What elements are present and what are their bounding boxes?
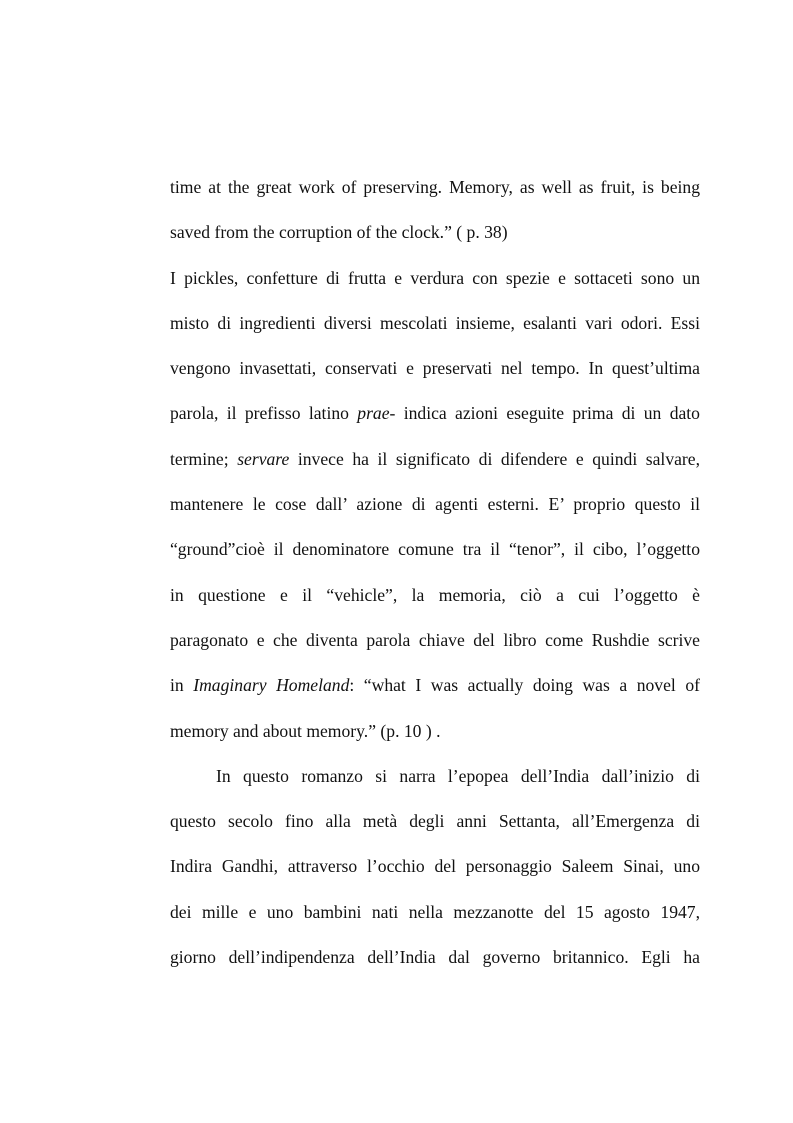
text-line: mantenere le cose dall’ azione di agenti esterni. E’ proprio questo il bbox=[170, 494, 700, 515]
text-line: memory and about memory.” (p. 10 ) . bbox=[170, 720, 441, 741]
text-line: misto di ingredienti diversi mescolati insieme, esalanti vari odori. Essi bbox=[170, 312, 700, 333]
text-line: “ground”cioè il denominatore comune tra il “tenor”, il cibo, l’oggetto bbox=[170, 539, 700, 560]
text-line: paragonato e che diventa parola chiave del libro come Rushdie scrive bbox=[170, 629, 700, 650]
text-line: in questione e il “vehicle”, la memoria, ciò a cui l’oggetto è bbox=[170, 584, 700, 605]
paragraph-first-line: In questo romanzo si narra l’epopea dell’India dall’inizio di bbox=[216, 765, 700, 786]
text-line: vengono invasettati, conservati e preservati nel tempo. In quest’ultima bbox=[170, 358, 700, 379]
text-run: invece ha il significato di difendere e quindi salvare, bbox=[289, 448, 700, 469]
text-line: Indira Gandhi, attraverso l’occhio del personaggio Saleem Sinai, uno bbox=[170, 856, 700, 877]
text-run: in bbox=[170, 675, 194, 696]
text-line: saved from the corruption of the clock.” ( p. 38) bbox=[170, 222, 508, 243]
text-line bbox=[170, 437, 700, 482]
body-text bbox=[170, 165, 700, 980]
latin-term-servare: servare bbox=[237, 448, 290, 469]
book-title-imaginary-homeland: Imaginary Homeland bbox=[193, 675, 350, 696]
text-run: parola, il prefisso latino bbox=[170, 403, 358, 424]
text-line: giorno dell’indipendenza dell’India dal governo britannico. Egli ha bbox=[170, 947, 700, 968]
text-run: indica azioni eseguite prima di un dato bbox=[395, 403, 700, 424]
text-line: questo secolo fino alla metà degli anni Settanta, all’Emergenza di bbox=[170, 811, 700, 832]
text-line: I pickles, confetture di frutta e verdura con spezie e sottaceti sono un bbox=[170, 267, 700, 288]
text-line bbox=[170, 663, 700, 708]
text-line bbox=[170, 391, 700, 436]
text-line: dei mille e uno bambini nati nella mezzanotte del 15 agosto 1947, bbox=[170, 901, 700, 922]
text-run: termine; bbox=[170, 448, 238, 469]
text-run: : “what I was actually doing was a novel of bbox=[349, 675, 700, 696]
latin-term-prae: prae- bbox=[357, 403, 396, 424]
text-line: time at the great work of preserving. Memory, as well as fruit, is being bbox=[170, 177, 700, 197]
